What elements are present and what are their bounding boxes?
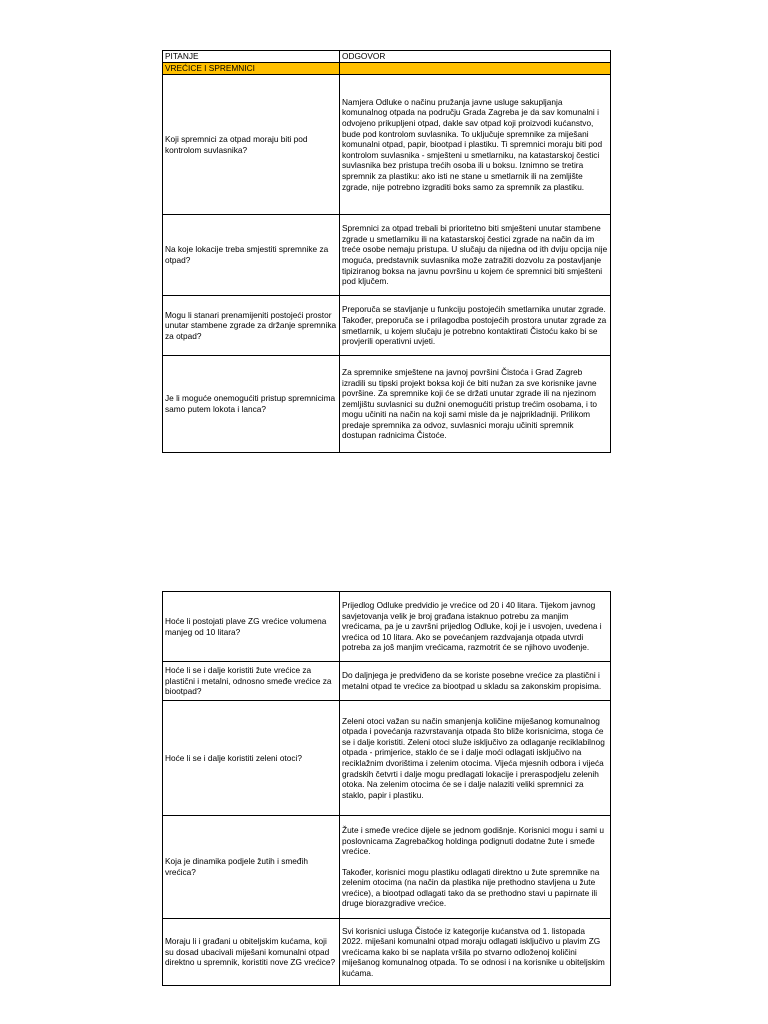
table-row — [163, 816, 611, 919]
answer-cell: Za spremnike smještene na javnoj površini Čistoća i Grad Zagreb izradili su tipski projekt boksa koji će biti nužan za sve korisnike javne površine. Za spremnike koji će se držati unutar zgrade ili na njezinom zemljištu suvlasnici su dužni onemogućiti pristup trećim osobama, i to mogu učiniti na način na koji sami misle da je najprikladniji. Prilikom predaje spremnika za odvoz, suvlasnici moraju učiniti spremnik dostupan radnicima Čistoće. — [340, 356, 611, 453]
faq-table-1 — [162, 50, 611, 453]
question-cell: Koja je dinamika podjele žutih i smeđih vrećica? — [163, 816, 340, 919]
table-row — [163, 75, 611, 215]
question-cell: Je li moguće onemogućiti pristup spremnicima samo putem lokota i lanca? — [163, 356, 340, 453]
table-row — [163, 662, 611, 701]
table-row — [163, 296, 611, 356]
header-question: PITANJE — [163, 51, 340, 63]
answer-cell: Do daljnjega je predviđeno da se koriste posebne vrećice za plastični i metalni otpad te vrećice za biootpad u skladu sa zakonskim propisima. — [340, 662, 611, 701]
question-cell: Hoće li se i dalje koristiti žute vrećice za plastični i metalni, odnosno smeđe vrećice za biootpad? — [163, 662, 340, 701]
answer-cell: Zeleni otoci važan su način smanjenja količine miješanog komunalnog otpada i povećanja razvrstavanja otpada što bliže korisnicima, stoga će se i dalje koristiti. Zeleni otoci služe isključivo za odlaganje reciklabilnog otpada - primjerice, staklo će se i dalje moći odlagati isključivo na reciklažnim dvorištima i zelenim otocima. Vijeća mjesnih odbora i vijeća gradskih četvrti i dalje mogu predlagati lokacije i preraspodjelu zelenih otoka. Na zelenim otocima će se i dalje nalaziti veliki spremnici za staklo, papir i plastiku. — [340, 701, 611, 816]
section-row — [163, 63, 611, 75]
table-row — [163, 592, 611, 662]
faq-table-2 — [162, 591, 611, 986]
answer-paragraph: Također, korisnici mogu plastiku odlagati direktno u žute spremnike na zelenim otocima (na način da plastika nije prethodno stavljena u žute vrećice), a biootpad odlagati tako da se prethodno stavi u papirnate ili druge biorazgradive vrećice. — [342, 866, 600, 909]
table-row — [163, 215, 611, 296]
answer-cell — [340, 816, 611, 919]
answer-paragraph: Žute i smeđe vrećice dijele se jednom godišnje. Korisnici mogu i sami u poslovnicama Zagrebačkog holdinga podignuti dodatne žute i smeđe vrećice. — [342, 824, 604, 857]
question-cell: Koji spremnici za otpad moraju biti pod kontrolom suvlasnika? — [163, 75, 340, 215]
table-row — [163, 919, 611, 986]
answer-cell: Preporuča se stavljanje u funkciju postojećih smetlarnika unutar zgrade. Također, preporuča se i prilagodba postojećih prostora unutar zgrade za smetlarnik, u kojem slučaju je potrebno kontaktirati Čistoću kako bi se provjerili operativni uvjeti. — [340, 296, 611, 356]
question-cell: Hoće li se i dalje koristiti zeleni otoci? — [163, 701, 340, 816]
answer-cell: Prijedlog Odluke predvidio je vrećice od 20 i 40 litara. Tijekom javnog savjetovanja velik je broj građana istaknuo potrebu za manjim vrećicama, pa je u završni prijedlog Odluke, koji je i usvojen, uvedena i vrećica od 10 litara. Ako se povećanjem razdvajanja otpada utvrdi potreba za još manjim vrećicama, razmotrit će se njihovo uvođenje. — [340, 592, 611, 662]
table-row — [163, 701, 611, 816]
section-empty-cell — [340, 63, 611, 75]
answer-cell: Spremnici za otpad trebali bi prioritetno biti smješteni unutar stambene zgrade u smetlarniku ili na katastarskoj čestici zgrade na način da im treće osobe nemaju pristupa. U slučaju da nijedna od ith dviju opcija nije moguća, predstavnik suvlasnika može zatražiti dozvolu za postavljanje tipiziranog boksa na javnu površinu u kojem će spremnici biti smješteni pod ključem. — [340, 215, 611, 296]
table-header-row — [163, 51, 611, 63]
question-cell: Na koje lokacije treba smjestiti spremnike za otpad? — [163, 215, 340, 296]
answer-cell: Namjera Odluke o načinu pružanja javne usluge sakupljanja komunalnog otpada na području Grada Zagreba je da sav komunalni i odvojeno prikupljeni otpad, dakle sav otpad koji proizvodi kućanstvo, bude pod kontrolom suvlasnika. To uključuje spremnike za miješani komunalni otpad, papir, biootpad i plastiku. Ti spremnici moraju biti pod kontrolom suvlasnika - smješteni u smetlarniku, na katastarskoj čestici suvlasnika bez pristupa trećih osoba ili u boksu. Iznimno se tretira spremnik za plastiku: ako isti ne stane u smetlarnik ili na zemljište zgrade, nije potrebno izgraditi boks samo za spremnik za plastiku. — [340, 75, 611, 215]
question-cell: Mogu li stanari prenamijeniti postojeći prostor unutar stambene zgrade za držanje spremnika za otpad? — [163, 296, 340, 356]
question-cell: Moraju li i građani u obiteljskim kućama, koji su dosad ubacivali miješani komunalni otpad direktno u spremnik, koristiti nove ZG vrećice? — [163, 919, 340, 986]
question-cell: Hoće li postojati plave ZG vrećice volumena manjeg od 10 litara? — [163, 592, 340, 662]
section-label: VREĆICE I SPREMNICI — [163, 63, 340, 75]
header-answer: ODGOVOR — [340, 51, 611, 63]
answer-cell: Svi korisnici usluga Čistoće iz kategorije kućanstva od 1. listopada 2022. miješani komunalni otpad moraju odlagati isključivo u plavim ZG vrećicama kako bi se naplata vršila po stvarno odloženoj količini miješanog komunalnog otpada. To se odnosi i na korisnike u obiteljskim kućama. — [340, 919, 611, 986]
table-row — [163, 356, 611, 453]
